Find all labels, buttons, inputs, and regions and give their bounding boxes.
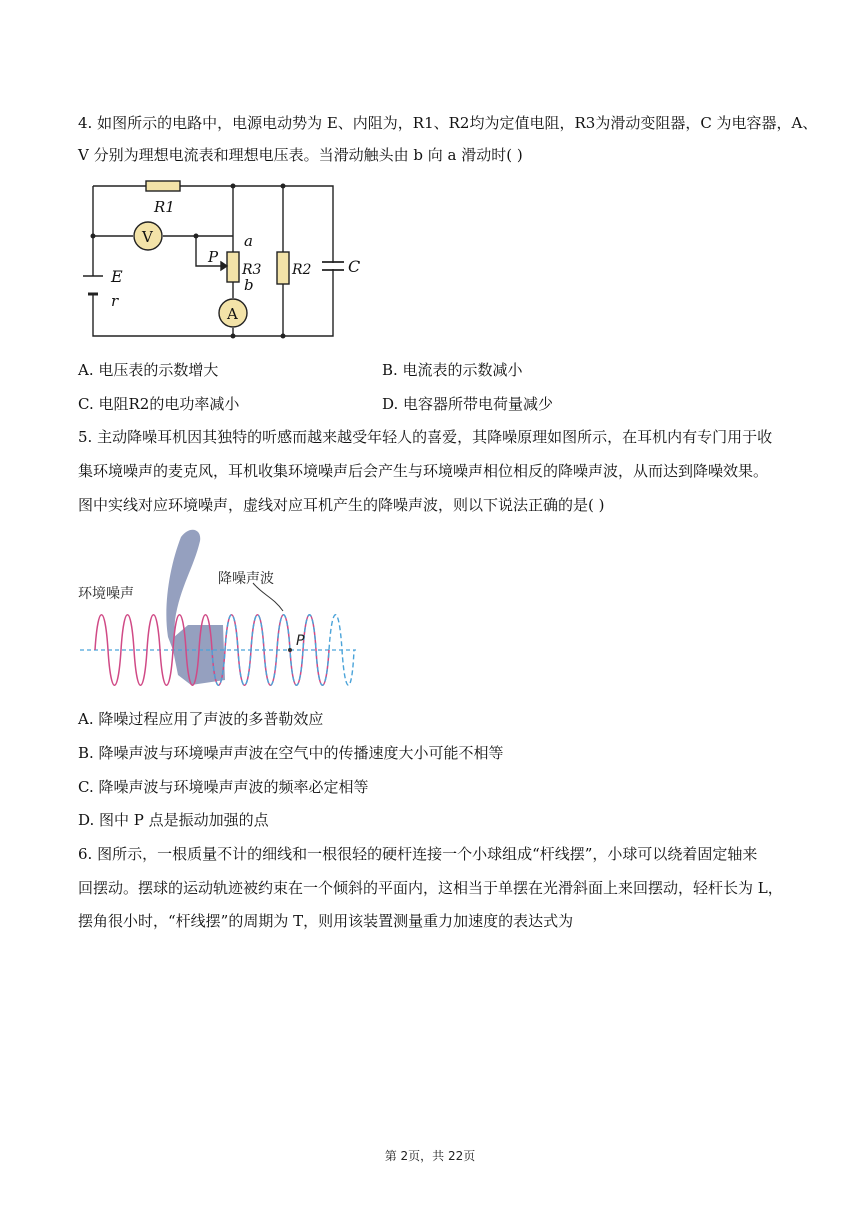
q5-option-b: B. 降噪声波与环境噪声声波在空气中的传播速度大小可能不相等 xyxy=(78,744,504,762)
ambient-noise-label: 环境噪声 xyxy=(78,586,134,602)
circuit-diagram xyxy=(78,176,368,344)
headphone-shape xyxy=(166,530,225,685)
ammeter-label: A xyxy=(227,305,238,323)
point-p-label: P xyxy=(296,633,305,649)
r-label: r xyxy=(111,292,119,310)
q5-option-d: D. 图中 P 点是振动加强的点 xyxy=(78,811,269,829)
page-footer: 第 2页，共 22页 xyxy=(384,1149,476,1163)
q5-stem-line1: 5. 主动降噪耳机因其独特的听感而越来越受年轻人的喜爱，其降噪原理如图所示，在耳机内有专门用于收 xyxy=(78,428,773,446)
q5-stem-line2: 集环境噪声的麦克风，耳机收集环境噪声后会产生与环境噪声相位相反的降噪声波，从而达到降噪效果。 xyxy=(78,462,769,480)
a-label: a xyxy=(244,232,253,250)
r1-label: R1 xyxy=(154,198,175,216)
c-label: C xyxy=(348,257,361,276)
b-label: b xyxy=(244,276,254,294)
q4-stem-line1: 4. 如图所示的电路中，电源电动势为 E、内阻为，R1、R2均为定值电阻，R3为滑动变阻器，C 为电容器，A、 xyxy=(78,114,818,132)
q5-option-a: A. 降噪过程应用了声波的多普勒效应 xyxy=(78,710,324,728)
q4-option-c: C. 电阻R2的电功率减小 xyxy=(78,395,240,413)
q4-option-b: B. 电流表的示数减小 xyxy=(382,361,523,379)
q4-option-d: D. 电容器所带电荷量减少 xyxy=(382,395,554,413)
e-label: E xyxy=(111,267,123,286)
q5-stem-line3: 图中实线对应环境噪声，虚线对应耳机产生的降噪声波，则以下说法正确的是( ) xyxy=(78,496,605,514)
q6-stem-line2: 回摆动。摆球的运动轨迹被约束在一个倾斜的平面内，这相当于单摆在光滑斜面上来回摆动，轻杆长为 L， xyxy=(78,879,783,897)
p-label: P xyxy=(208,248,219,266)
q6-stem-line3: 摆角很小时，“杆线摆”的周期为 T，则用该装置测量重力加速度的表达式为 xyxy=(78,912,574,930)
voltmeter-label: V xyxy=(142,228,153,246)
q6-stem-line1: 6. 图所示，一根质量不计的细线和一根很轻的硬杆连接一个小球组成“杆线摆”，小球可以绕着固定轴来 xyxy=(78,845,758,863)
cancel-wave-label: 降噪声波 xyxy=(218,571,274,587)
q4-option-a: A. 电压表的示数增大 xyxy=(78,361,219,379)
noise-cancel-diagram xyxy=(78,525,363,695)
r2-label: R2 xyxy=(292,262,312,278)
r3-label: R3 xyxy=(242,262,262,278)
q5-option-c: C. 降噪声波与环境噪声声波的频率必定相等 xyxy=(78,778,369,796)
q4-stem-line2: V 分别为理想电流表和理想电压表。当滑动触头由 b 向 a 滑动时( ) xyxy=(78,146,523,164)
